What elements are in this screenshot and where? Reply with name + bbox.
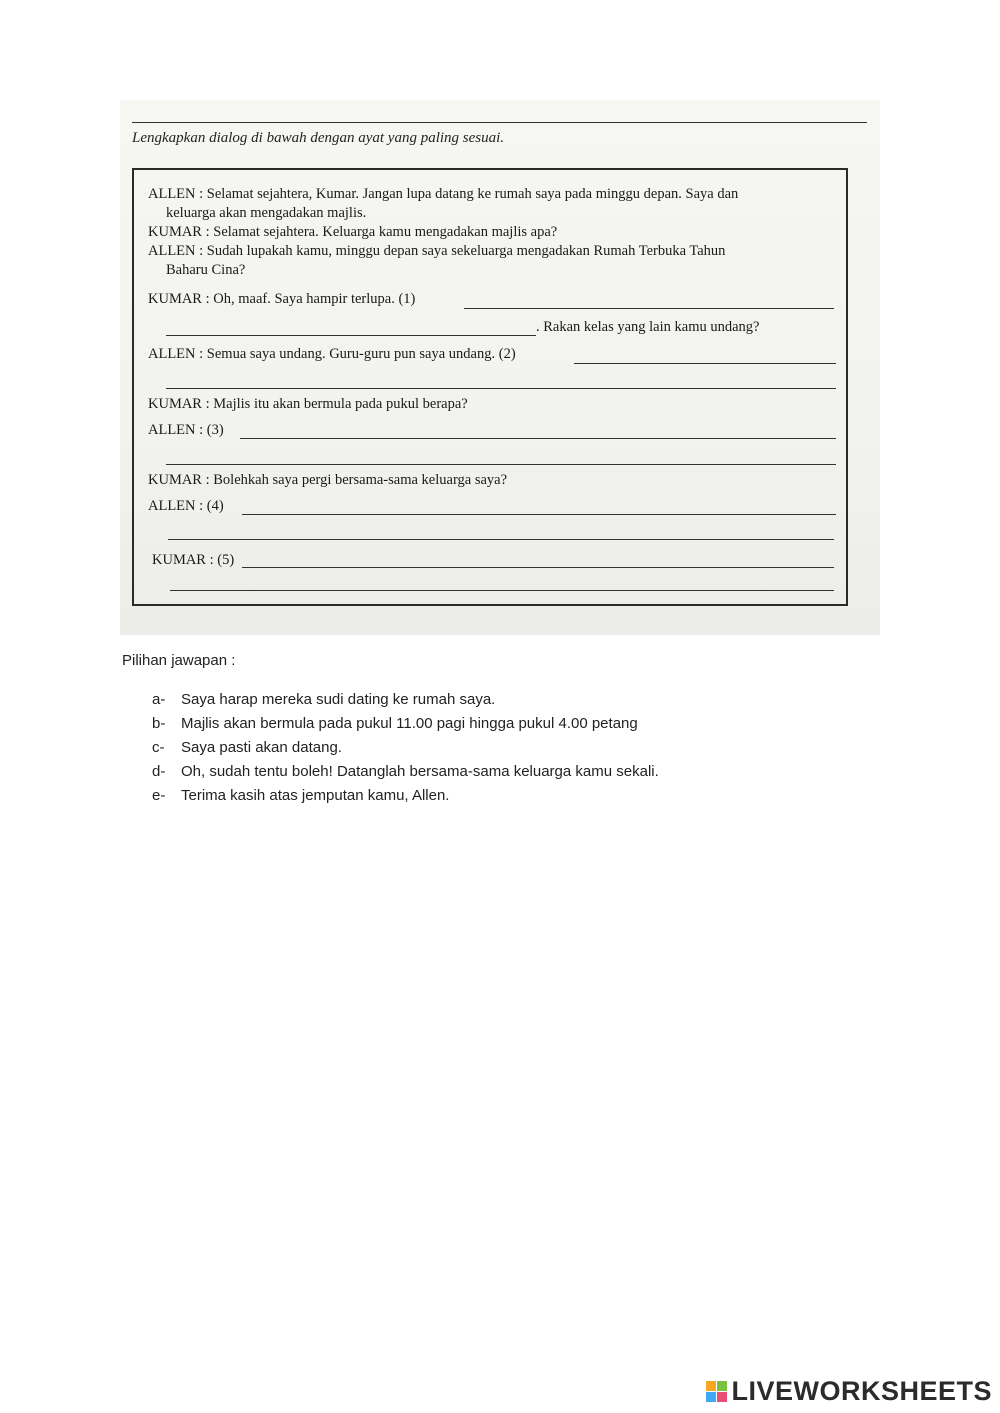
dialog-line-8: ALLEN : Semua saya undang. Guru-guru pun saya undang. (2) bbox=[148, 346, 516, 362]
dialog-line-5: Baharu Cina? bbox=[166, 262, 246, 278]
dialog-line-6: KUMAR : Oh, maaf. Saya hampir terlupa. (1) bbox=[148, 291, 416, 307]
logo-square bbox=[706, 1381, 716, 1391]
choice-item bbox=[152, 784, 659, 808]
choice-text: Oh, sudah tentu boleh! Datanglah bersama-sama keluarga kamu sekali. bbox=[181, 763, 659, 780]
choice-text: Saya pasti akan datang. bbox=[181, 739, 342, 756]
top-rule bbox=[132, 122, 867, 123]
logo-square bbox=[717, 1392, 727, 1402]
choice-text: Saya harap mereka sudi dating ke rumah saya. bbox=[181, 691, 496, 708]
answer-blank-5a[interactable] bbox=[242, 567, 834, 568]
answer-blank-4a[interactable] bbox=[242, 514, 836, 515]
choice-text: Majlis akan bermula pada pukul 11.00 pagi hingga pukul 4.00 petang bbox=[181, 715, 638, 732]
answer-blank-3b[interactable] bbox=[166, 464, 836, 465]
dialog-line-10: ALLEN : (3) bbox=[148, 422, 224, 438]
answer-blank-1a[interactable] bbox=[464, 308, 834, 309]
dialog-line-12: ALLEN : (4) bbox=[148, 498, 224, 514]
choice-letter: a- bbox=[152, 691, 166, 708]
choice-letter: c- bbox=[152, 739, 165, 756]
choice-item bbox=[152, 760, 659, 784]
dialog-line-13: KUMAR : (5) bbox=[152, 552, 235, 568]
answer-blank-5b[interactable] bbox=[170, 590, 834, 591]
answer-blank-2a[interactable] bbox=[574, 363, 836, 364]
dialog-line-3: KUMAR : Selamat sejahtera. Keluarga kamu mengadakan majlis apa? bbox=[148, 224, 558, 240]
dialog-line-4: ALLEN : Sudah lupakah kamu, minggu depan saya sekeluarga mengadakan Rumah Terbuka Tahun bbox=[148, 243, 726, 259]
instruction-text: Lengkapkan dialog di bawah dengan ayat yang paling sesuai. bbox=[132, 130, 505, 146]
choices-list bbox=[152, 688, 659, 808]
answer-blank-1b[interactable] bbox=[166, 335, 536, 336]
logo-mark-icon bbox=[706, 1381, 727, 1402]
dialog-line-11: KUMAR : Bolehkah saya pergi bersama-sama keluarga saya? bbox=[148, 472, 508, 488]
logo-square bbox=[717, 1381, 727, 1391]
answer-blank-3a[interactable] bbox=[240, 438, 836, 439]
dialog-line-9: KUMAR : Majlis itu akan bermula pada pukul berapa? bbox=[148, 396, 468, 412]
dialog-line-2: keluarga akan mengadakan majlis. bbox=[166, 205, 367, 221]
logo-square bbox=[706, 1392, 716, 1402]
choice-letter: b- bbox=[152, 715, 166, 732]
choice-item bbox=[152, 736, 659, 760]
answer-blank-2b[interactable] bbox=[166, 388, 836, 389]
choices-title: Pilihan jawapan : bbox=[122, 652, 236, 669]
choice-letter: d- bbox=[152, 763, 166, 780]
choice-item bbox=[152, 712, 659, 736]
liveworksheets-logo[interactable] bbox=[706, 1376, 992, 1407]
scanned-worksheet bbox=[120, 100, 880, 635]
logo-text: LIVEWORKSHEETS bbox=[731, 1376, 992, 1406]
choice-item bbox=[152, 688, 659, 712]
choice-text: Terima kasih atas jemputan kamu, Allen. bbox=[181, 787, 450, 804]
dialog-line-7: . Rakan kelas yang lain kamu undang? bbox=[536, 319, 760, 335]
choice-letter: e- bbox=[152, 787, 166, 804]
answer-blank-4b[interactable] bbox=[168, 539, 834, 540]
dialog-line-1: ALLEN : Selamat sejahtera, Kumar. Jangan lupa datang ke rumah saya pada minggu depan. Saya dan bbox=[148, 186, 739, 202]
dialog-box bbox=[132, 168, 848, 606]
